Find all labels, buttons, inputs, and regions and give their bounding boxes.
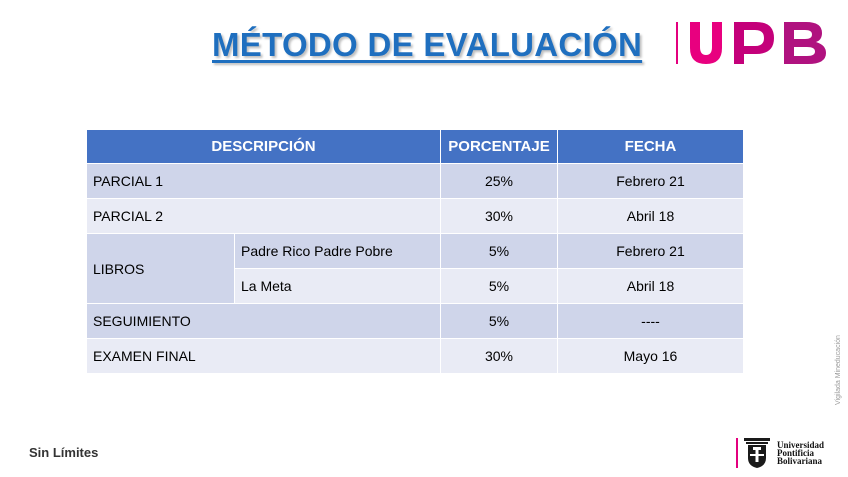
row-description: PARCIAL 1 — [87, 164, 441, 199]
page-title: MÉTODO DE EVALUACIÓN — [212, 26, 643, 63]
university-name-line: Bolivariana — [777, 456, 823, 466]
row-date: Abril 18 — [558, 199, 744, 234]
row-percentage: 30% — [441, 199, 558, 234]
university-name-line: Universidad — [777, 440, 825, 450]
row-date: Abril 18 — [558, 269, 744, 304]
row-description: LIBROS — [87, 234, 235, 304]
slogan: Sin Límites — [29, 445, 99, 460]
evaluation-table — [86, 129, 744, 374]
row-description: SEGUIMIENTO — [87, 304, 441, 339]
table-row — [87, 164, 744, 199]
row-percentage: 5% — [441, 269, 558, 304]
table-row — [87, 339, 744, 374]
row-subitem: La Meta — [235, 269, 441, 304]
header-descripcion: DESCRIPCIÓN — [87, 130, 441, 164]
university-name-line: Pontificia — [777, 448, 814, 458]
table-row — [87, 234, 744, 269]
row-percentage: 5% — [441, 304, 558, 339]
university-name — [777, 441, 824, 465]
table-row — [87, 199, 744, 234]
row-date: Febrero 21 — [558, 164, 744, 199]
row-percentage: 30% — [441, 339, 558, 374]
row-percentage: 25% — [441, 164, 558, 199]
row-date: Febrero 21 — [558, 234, 744, 269]
row-subitem: Padre Rico Padre Pobre — [235, 234, 441, 269]
vigilada-label: Vigilada Mineducación — [835, 335, 842, 405]
table-header-row — [87, 130, 744, 164]
row-date: Mayo 16 — [558, 339, 744, 374]
header-porcentaje: PORCENTAJE — [441, 130, 558, 164]
table-row — [87, 304, 744, 339]
row-description: PARCIAL 2 — [87, 199, 441, 234]
upb-logo-icon — [676, 18, 832, 68]
row-description: EXAMEN FINAL — [87, 339, 441, 374]
row-percentage: 5% — [441, 234, 558, 269]
header-fecha: FECHA — [558, 130, 744, 164]
row-date: ---- — [558, 304, 744, 339]
